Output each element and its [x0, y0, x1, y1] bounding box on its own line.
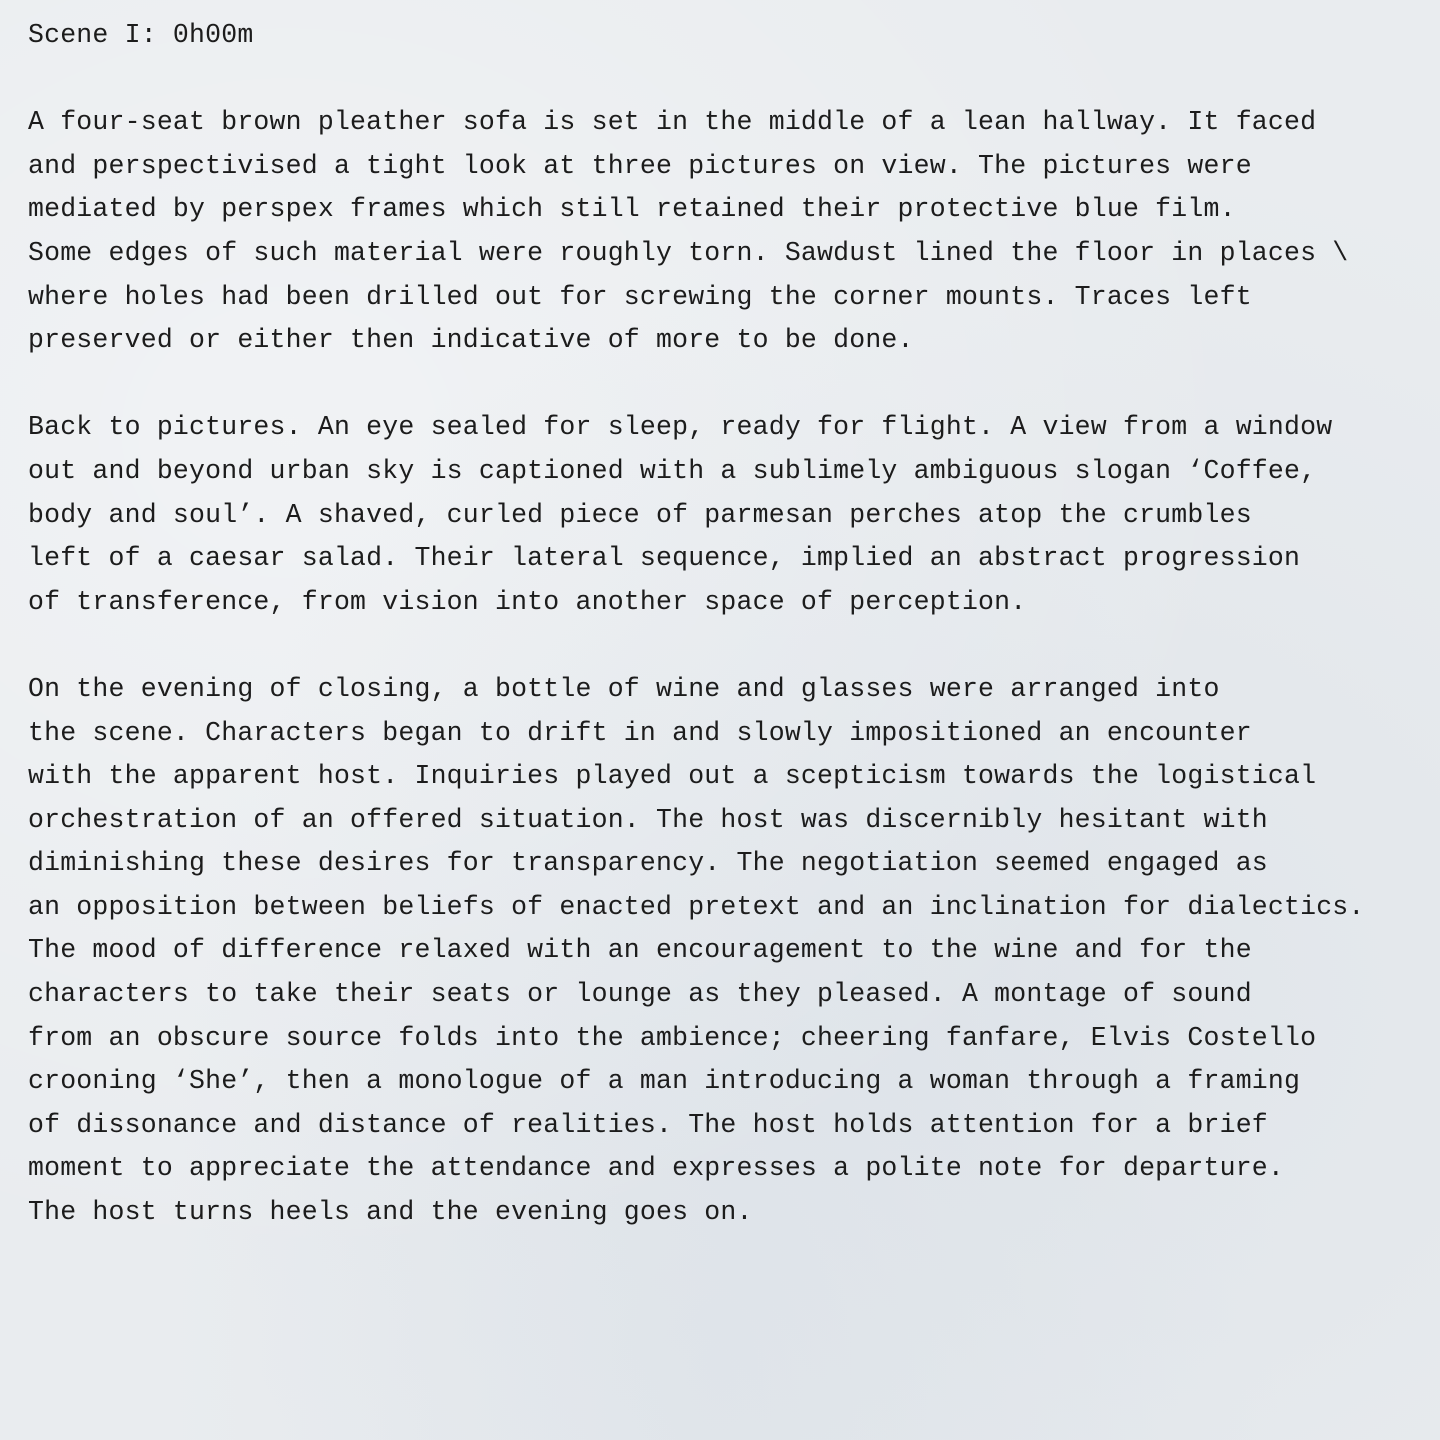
text-line: Some edges of such material were roughly torn. Sawdust lined the floor in places \	[28, 237, 1349, 268]
text-line: of transference, from vision into another space of perception.	[28, 586, 1027, 617]
text-line: orchestration of an offered situation. The host was discernibly hesitant with	[28, 804, 1268, 835]
paragraph-3	[28, 668, 1428, 1235]
text-line: body and soul’. A shaved, curled piece of parmesan perches atop the crumbles	[28, 499, 1252, 530]
text-line: mediated by perspex frames which still retained their protective blue film.	[28, 194, 1236, 225]
text-line: left of a caesar salad. Their lateral sequence, implied an abstract progression	[28, 543, 1301, 574]
text-line: the scene. Characters began to drift in and slowly impositioned an encounter	[28, 717, 1252, 748]
text-line: The mood of difference relaxed with an encouragement to the wine and for the	[28, 935, 1252, 966]
text-line: Back to pictures. An eye sealed for sleep, ready for flight. A view from a window	[28, 412, 1333, 443]
text-line: On the evening of closing, a bottle of wine and glasses were arranged into	[28, 673, 1220, 704]
text-line: from an obscure source folds into the ambience; cheering fanfare, Elvis Costello	[28, 1022, 1317, 1053]
text-line: characters to take their seats or lounge as they pleased. A montage of sound	[28, 979, 1252, 1010]
text-line: an opposition between beliefs of enacted pretext and an inclination for dialectics.	[28, 891, 1365, 922]
text-line: diminishing these desires for transparency. The negotiation seemed engaged as	[28, 848, 1268, 879]
paragraph-2	[28, 406, 1428, 624]
text-line: A four-seat brown pleather sofa is set in the middle of a lean hallway. It faced	[28, 107, 1317, 138]
paragraph-1	[28, 101, 1428, 363]
text-line: of dissonance and distance of realities. The host holds attention for a brief	[28, 1109, 1268, 1140]
text-line: The host turns heels and the evening goes on.	[28, 1197, 753, 1228]
text-line: crooning ‘She’, then a monologue of a man introducing a woman through a framing	[28, 1066, 1301, 1097]
scene-heading: Scene I: 0h00m	[28, 20, 254, 50]
text-line: and perspectivised a tight look at three pictures on view. The pictures were	[28, 150, 1252, 181]
document-page	[28, 14, 1428, 1278]
text-line: out and beyond urban sky is captioned with a sublimely ambiguous slogan ‘Coffee,	[28, 455, 1317, 486]
text-line: moment to appreciate the attendance and expresses a polite note for departure.	[28, 1153, 1285, 1184]
text-line: preserved or either then indicative of more to be done.	[28, 325, 914, 356]
text-line: where holes had been drilled out for screwing the corner mounts. Traces left	[28, 281, 1252, 312]
text-line: with the apparent host. Inquiries played out a scepticism towards the logistical	[28, 761, 1317, 792]
